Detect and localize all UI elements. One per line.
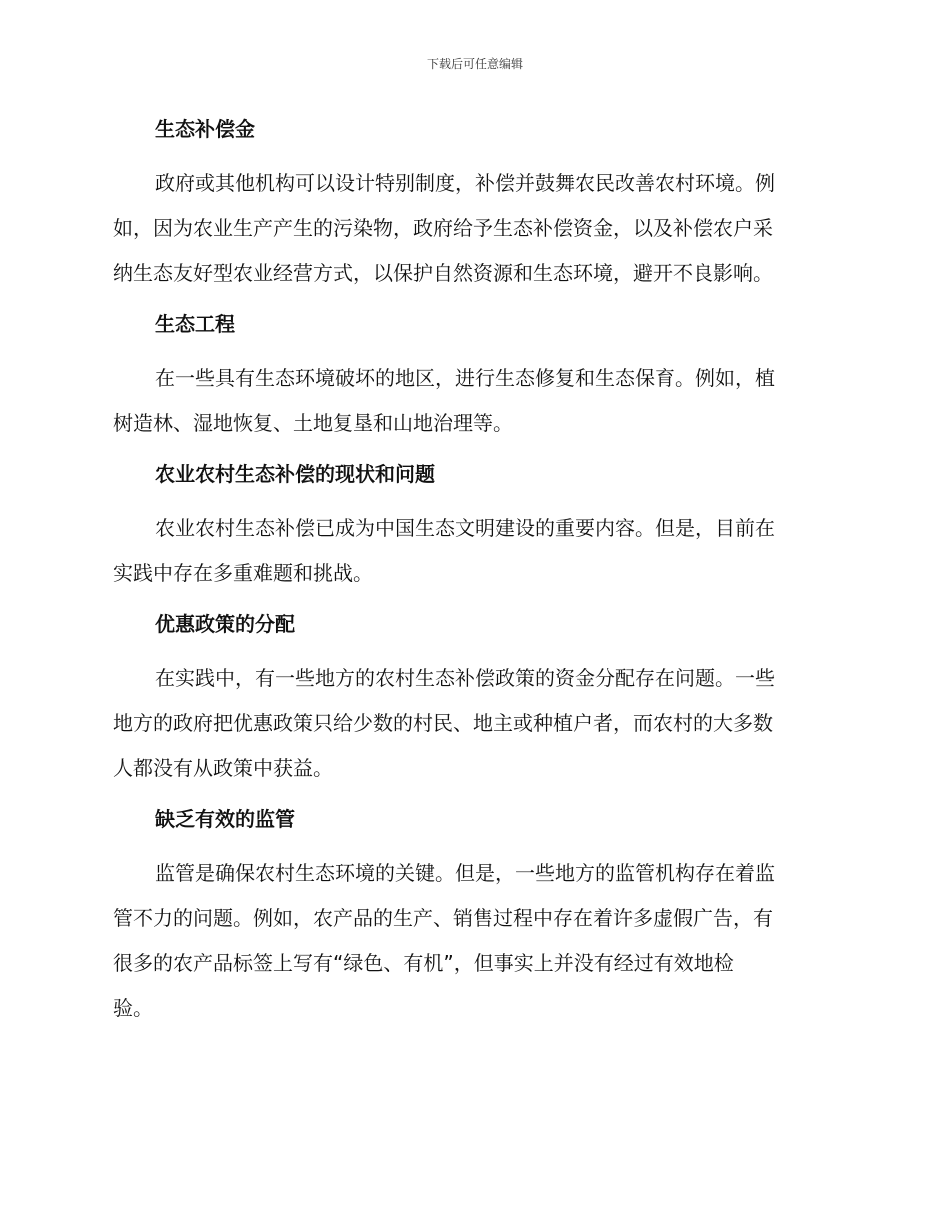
paragraph-line: 纳生态友好型农业经营方式，以保护自然资源和生态环境，避开不良影响。	[113, 261, 773, 285]
paragraph-line: 管不力的问题。例如，农产品的生产、销售过程中存在着许多虚假广告，有	[113, 906, 773, 930]
paragraph-line: 很多的农产品标签上写有“绿色、有机”，但事实上并没有经过有效地检	[113, 951, 734, 975]
paragraph-line: 政府或其他机构可以设计特别制度，补偿并鼓舞农民改善农村环境。例	[155, 171, 775, 195]
paragraph-lack-of-supervision	[113, 851, 831, 1031]
header-note: 下载后可任意编辑	[426, 57, 523, 71]
section-heading-policy-distribution: 优惠政策的分配	[155, 612, 295, 636]
paragraph-line: 人都没有从政策中获益。	[113, 756, 333, 780]
document-body	[113, 110, 831, 1040]
paragraph-line: 在一些具有生态环境破坏的地区，进行生态修复和生态保育。例如，植	[155, 366, 775, 390]
paragraph-line: 实践中存在多重难题和挑战。	[113, 561, 373, 585]
paragraph-line: 监管是确保农村生态环境的关键。但是，一些地方的监管机构存在着监	[155, 861, 775, 885]
paragraph-line: 如，因为农业生产产生的污染物，政府给予生态补偿资金，以及补偿农户采	[113, 216, 773, 240]
paragraph-line: 农业农村生态补偿已成为中国生态文明建设的重要内容。但是，目前在	[155, 516, 775, 540]
paragraph-eco-compensation-fund	[113, 161, 831, 296]
paragraph-line: 在实践中，有一些地方的农村生态补偿政策的资金分配存在问题。一些	[155, 666, 775, 690]
section-heading-eco-compensation-fund: 生态补偿金	[155, 117, 255, 141]
paragraph-eco-engineering	[113, 356, 831, 446]
paragraph-status-and-problems	[113, 506, 831, 596]
section-heading-status-and-problems: 农业农村生态补偿的现状和问题	[155, 462, 435, 486]
paragraph-line: 验。	[113, 996, 153, 1020]
section-heading-lack-of-supervision: 缺乏有效的监管	[155, 807, 295, 831]
paragraph-policy-distribution	[113, 656, 831, 791]
paragraph-line: 树造林、湿地恢复、土地复垦和山地治理等。	[113, 411, 513, 435]
section-heading-eco-engineering: 生态工程	[155, 312, 235, 336]
paragraph-line: 地方的政府把优惠政策只给少数的村民、地主或种植户者，而农村的大多数	[113, 711, 773, 735]
